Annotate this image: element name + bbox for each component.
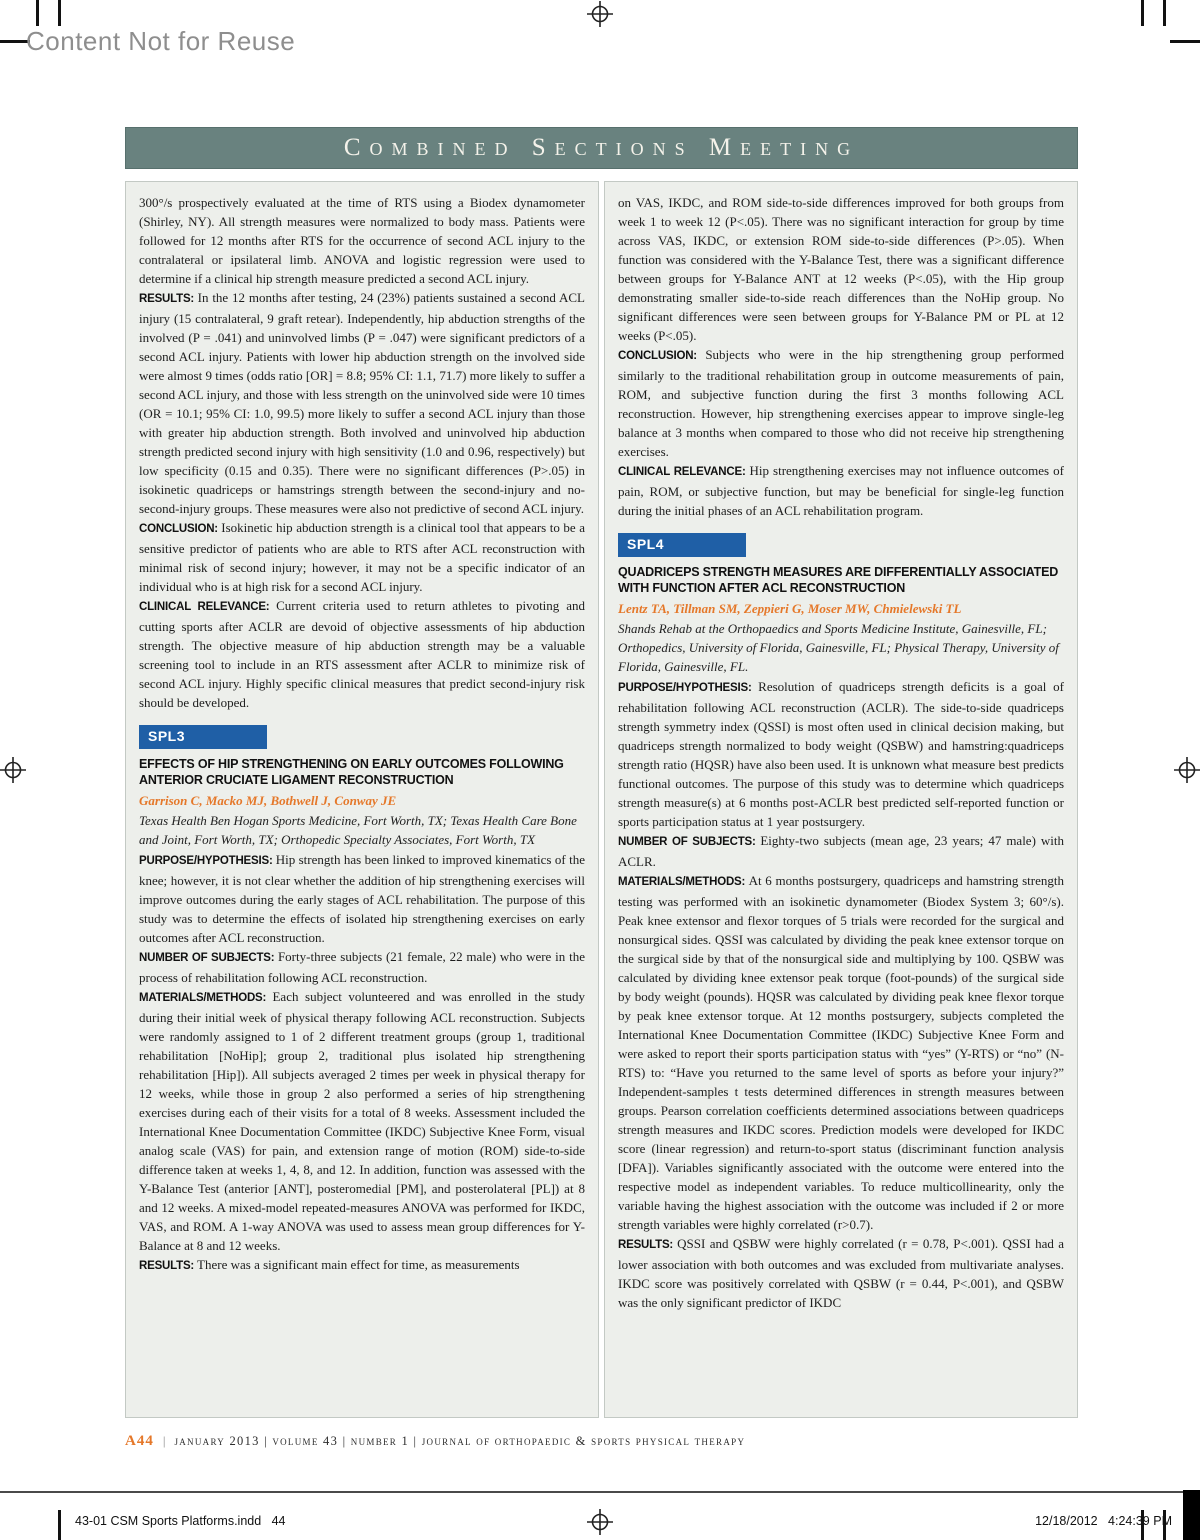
- abstract-paragraph: MATERIALS/METHODS: Each subject volunteered and was enrolled in the study during their initial week of physical therapy following ACL reconstruction. Subjects were randomly assigned to 1 of 2 different treatment groups (group 1, traditional rehabilitation [NoHip]; group 2, traditional plus isolated hip strengthening rehabilitation [Hip]). All subjects averaged 2 times per week in physical therapy for 12 weeks, while those in group 2 also performed a series of hip strengthening exercises during each of their visits for a total of 8 weeks. Assessment included the International Knee Documentation Committee (IKDC) Subjective Knee Form, visual analog scale (VAS) for pain, and extension range of motion (ROM) side-to-side difference taken at weeks 1, 4, 8, and 12. In addition, function was assessed with the Y-Balance Test (anterior [ANT], posteromedial [PM], and posterolateral [PL]) at 8 and 12 weeks. A mixed-model repeated-measures ANOVA was performed for IKDC, VAS, and ROM. A 1-way ANOVA was used to assess mean group differences for Y-Balance at 8 and 12 weeks.: [139, 989, 585, 1253]
- abstract-id-badge: SPL4: [618, 533, 746, 557]
- abstract-authors: Garrison C, Macko MJ, Bothwell J, Conway JE: [139, 793, 397, 808]
- print-color-bar: [1183, 1490, 1200, 1540]
- abstract-paragraph: CLINICAL RELEVANCE: Hip strengthening exercises may not influence outcomes of pain, ROM, or subjective function, but may be beneficial for single-leg function during the initial phases of an ACL rehabilitation program.: [618, 463, 1064, 518]
- abstract-paragraph: 300°/s prospectively evaluated at the time of RTS using a Biodex dynamometer (Shirley, NY). All strength measures were normalized to body mass. Patients were followed for 12 months after RTS for the occurrence of second ACL injury to the contralateral or ipsilateral limb. ANOVA and logistic regression were used to determine if a clinical hip strength measure predicted a second ACL injury.: [139, 195, 585, 286]
- section-label: RESULTS:: [618, 1239, 678, 1251]
- abstract-paragraph: on VAS, IKDC, and ROM side-to-side differences improved for both groups from week 1 to week 12 (P<.05). There was no significant interaction for group by time across VAS, IKDC, or extension ROM side-to-side differences (P>.05). When function was considered with the Y-Balance Test, there was a significant difference between groups for Y-Balance ANT at 12 weeks (P<.05), with the Hip group demonstrating smaller side-to-side reach differences than the NoHip group. No significant differences were seen between groups for Y-Balance PM or PL at 12 weeks (P<.05).: [618, 195, 1064, 343]
- abstract-paragraph: PURPOSE/HYPOTHESIS: Resolution of quadriceps strength deficits is a goal of rehabilitation following ACL reconstruction (ACLR). The side-to-side quadriceps strength symmetry index (QSSI) is most often used in clinical decision making, but quadriceps strength normalized to body weight (QSBW) and hamstring:quadriceps strength ratio (HQSR) have also been used. It is unknown what measure best predicts functional outcomes. The purpose of this study was to determine which quadriceps strength measure(s) at 6 months post-ACLR best predicted self-reported function or sports participation status at 1 year postsurgery.: [618, 679, 1064, 829]
- registration-mark-icon: [0, 757, 26, 783]
- abstract-id-badge: SPL3: [139, 725, 267, 749]
- banner-title: Combined Sections Meeting: [343, 134, 860, 161]
- abstract-affiliation: Texas Health Ben Hogan Sports Medicine, Fort Worth, TX; Texas Health Care Bone and Joint, Fort Worth, TX; Orthopedic Specialty Associates, Fort Worth, TX: [139, 813, 577, 847]
- abstract-paragraph: NUMBER OF SUBJECTS: Eighty-two subjects (mean age, 23 years; 47 male) with ACLR.: [618, 833, 1064, 869]
- abstract-title: EFFECTS OF HIP STRENGTHENING ON EARLY OUTCOMES FOLLOWING ANTERIOR CRUCIATE LIGAMENT RECONSTRUCTION: [139, 757, 564, 787]
- registration-mark-icon: [587, 1, 613, 27]
- print-timestamp: 12/18/2012 4:24:39 PM: [1035, 1514, 1172, 1528]
- crop-mark: [1170, 40, 1200, 43]
- crop-mark: [58, 0, 61, 26]
- right-column-text: [605, 182, 1077, 1323]
- abstract-paragraph: RESULTS: In the 12 months after testing, 24 (23%) patients sustained a second ACL injury (15 contralateral, 9 graft retear). Independently, hip abduction strengths of the involved (P = .041) and uninvolved limbs (P = .047) were significant predictors of a second ACL injury. Patients with lower hip abduction strength on the involved side were almost 9 times (odds ratio [OR] = 8.8; 95% CI: 1.1, 71.7) more likely to suffer a second ACL injury, and those with less strength on the uninvolved side were 10 times (OR = 10.1; 95% CI: 1.0, 99.5) more likely to suffer a second ACL injury than those with greater hip abduction strength. Both involved and uninvolved hip abduction strength predicted second injury with high sensitivity (1.0 and 0.96, respectively) but low specificity (0.15 and 0.35). There were no significant differences (P>.05) in isokinetic quadriceps or hamstrings strength between the second-injury and no-second-injury groups. These measures were also not predictive of second ACL injury.: [139, 290, 585, 516]
- registration-mark-icon: [587, 1509, 613, 1535]
- crop-mark: [1163, 0, 1166, 26]
- right-column-panel: [604, 181, 1078, 1418]
- left-column-panel: [125, 181, 599, 1418]
- section-label: PURPOSE/HYPOTHESIS:: [139, 855, 276, 867]
- section-banner: [125, 127, 1078, 169]
- abstract-paragraph: PURPOSE/HYPOTHESIS: Hip strength has been linked to improved kinematics of the knee; however, it is not clear whether the addition of hip strengthening exercises will improve outcomes during the early stages of ACL rehabilitation. The purpose of this study was to determine the effects of isolated hip strengthening exercises on early outcomes after ACL reconstruction.: [139, 852, 585, 945]
- footer-journal-info: january 2013 | volume 43 | number 1 | journal of orthopaedic & sports physical therapy: [174, 1434, 746, 1448]
- abstract-paragraph: RESULTS: There was a significant main effect for time, as measurements: [139, 1257, 520, 1272]
- abstract-paragraph: CONCLUSION: Subjects who were in the hip strengthening group performed similarly to the traditional rehabilitation group in outcome measurements of pain, ROM, and subjective function during the first 3 months following ACL reconstruction. However, hip strengthening exercises appear to improve single-leg balance at 3 months when compared to those who did not receive hip strengthening exercises.: [618, 347, 1064, 459]
- section-label: MATERIALS/METHODS:: [618, 876, 749, 888]
- crop-mark: [58, 1510, 61, 1540]
- crop-mark: [1141, 0, 1144, 26]
- reuse-watermark: Content Not for Reuse: [26, 26, 296, 56]
- abstract-title: QUADRICEPS STRENGTH MEASURES ARE DIFFERENTIALLY ASSOCIATED WITH FUNCTION AFTER ACL RECONSTRUCTION: [618, 565, 1059, 595]
- registration-mark-icon: [1174, 757, 1200, 783]
- print-strip-rule: [0, 1491, 1200, 1493]
- section-label: RESULTS:: [139, 293, 198, 305]
- section-label: RESULTS:: [139, 1260, 198, 1272]
- section-label: NUMBER OF SUBJECTS:: [139, 952, 278, 964]
- section-label: MATERIALS/METHODS:: [139, 992, 273, 1004]
- abstract-paragraph: RESULTS: QSSI and QSBW were highly correlated (r = 0.78, P<.001). QSSI had a lower association with both outcomes and was excluded from multivariate analyses. IKDC score was positively correlated with QSBW (r = 0.44, P<.001), and QSBW was the only significant predictor of IKDC: [618, 1236, 1064, 1310]
- section-label: PURPOSE/HYPOTHESIS:: [618, 682, 759, 694]
- abstract-authors: Lentz TA, Tillman SM, Zeppieri G, Moser MW, Chmielewski TL: [618, 601, 962, 616]
- abstract-paragraph: CLINICAL RELEVANCE: Current criteria used to return athletes to pivoting and cutting sports after ACLR are devoid of objective assessments of hip abduction strength. The objective measure of hip abduction strength may be a valuable screening tool to include in an RTS assessment after ACLR to minimize risk of second ACL injury. Highly specific clinical measures that predict second-injury risk should be developed.: [139, 598, 585, 710]
- page-footer: [125, 1433, 1078, 1450]
- section-label: CONCLUSION:: [139, 523, 222, 535]
- abstract-paragraph: MATERIALS/METHODS: At 6 months postsurgery, quadriceps and hamstring strength testing was performed with an isokinetic dynamometer (Biodex System 3; 60°/s). Peak knee extensor and flexor torques of 5 trials were recorded for the surgical and nonsurgical sides. QSSI was calculated by dividing the peak knee extensor torque on the surgical side by that of the nonsurgical side and multiplying by 100. QSBW was calculated by dividing knee extensor peak torque (foot-pounds) of the surgical side by body weight (pounds). HQSR was calculated by dividing peak knee flexor torque by peak knee extensor torque. At 12 months postsurgery, subjects completed the International Knee Documentation Committee (IKDC) Subjective Knee Form and were asked to report their sports participation status with “yes” (Y-RTS) or “no” (N-RTS) to: “Have you returned to the same level of sports as before your injury?” Independent-samples t tests determined differences in strength measures between groups. Pearson correlation coefficients determined associations between quadriceps strength measures and IKDC scores. Prediction models were developed for IKDC score (linear regression) and return-to-sport status (discriminant function analysis [DFA]). Variables significantly associated with the outcome were entered into the respective model as independent variables. To reduce multicollinearity, only the variable having the highest association with the outcome was included if 2 or more strength variables were highly correlated (r>0.7).: [618, 873, 1064, 1232]
- left-column-text: [126, 182, 598, 1287]
- abstract-paragraph: NUMBER OF SUBJECTS: Forty-three subjects (21 female, 22 male) who were in the process of rehabilitation following ACL reconstruction.: [139, 949, 585, 985]
- print-filename: 43-01 CSM Sports Platforms.indd 44: [75, 1514, 286, 1528]
- crop-mark: [36, 0, 39, 26]
- section-label: NUMBER OF SUBJECTS:: [618, 836, 761, 848]
- section-label: CLINICAL RELEVANCE:: [618, 466, 750, 478]
- section-label: CLINICAL RELEVANCE:: [139, 601, 277, 613]
- abstract-affiliation: Shands Rehab at the Orthopaedics and Sports Medicine Institute, Gainesville, FL; Orthopedics, University of Florida, Gainesville, FL; Physical Therapy, University of Florida, Gainesville, FL.: [618, 621, 1059, 674]
- page-number: A44: [125, 1433, 154, 1449]
- abstract-paragraph: CONCLUSION: Isokinetic hip abduction strength is a clinical tool that appears to be a sensitive predictor of patients who are able to RTS after ACL reconstruction with minimal risk of second injury; however, it may not be a specific indicator of an individual who is at high risk for a second ACL injury.: [139, 520, 585, 594]
- footer-separator: |: [162, 1433, 166, 1448]
- section-label: CONCLUSION:: [618, 350, 706, 362]
